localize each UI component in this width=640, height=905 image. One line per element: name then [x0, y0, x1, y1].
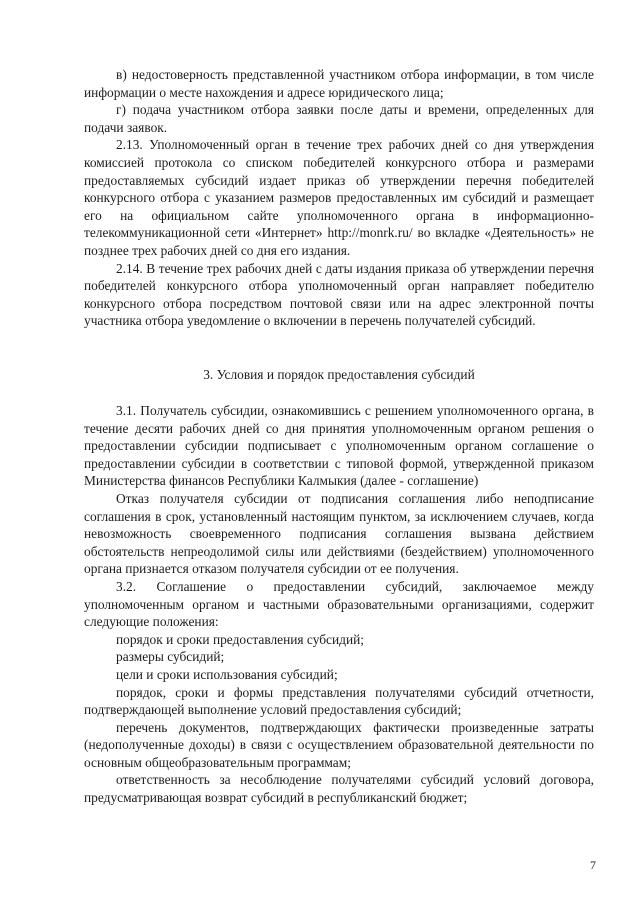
page-number: 7	[590, 858, 596, 872]
list-item-responsibility: ответственность за несоблюдение получателями субсидий условий договора, предусматривающая возврат субсидий в республиканский бюджет;	[84, 772, 594, 806]
paragraph-3-1: 3.1. Получатель субсидии, ознакомившись с решением уполномоченного органа, в течение десяти рабочих дней со дня принятия уполномоченным органом решения о предоставлении субсидии подписывает с уполномоченным органом соглашение о предоставлении субсидии в соответствии с типовой формой, утвержденной приказом Министерства финансов Республики Калмыкия (далее - соглашение)	[84, 403, 594, 489]
paragraph-3-2: 3.2. Соглашение о предоставлении субсидий, заключаемое между уполномоченным органом и частными образовательными организациями, содержит следующие положения:	[84, 578, 594, 630]
list-item-order-terms: порядок и сроки предоставления субсидий;	[116, 631, 365, 647]
list-item-sizes: размеры субсидий;	[116, 649, 225, 665]
list-item-documents: перечень документов, подтверждающих фактически произведенные затраты (недополученные доходы) в связи с осуществлением образовательной деятельности по основным общеобразовательным программам;	[84, 719, 594, 770]
paragraph-refusal: Отказ получателя субсидии от подписания соглашения либо неподписание соглашения в срок, установленный настоящим пунктом, за исключением случаев, когда невозможность своевременного подписания соглашения вызвана действием обстоятельств непреодолимой силы или действиями (бездействием) уполномоченного органа признается отказом получателя субсидии от ее получения.	[84, 490, 594, 577]
list-item-reporting: порядок, сроки и формы представления получателями субсидий отчетности, подтверждающей выполнение условий предоставления субсидий;	[84, 684, 594, 718]
paragraph-2-13: 2.13. Уполномоченный орган в течение трех рабочих дней со дня утверждения комиссией протокола со списком победителей конкурсного отбора и размерами предоставляемых субсидий издает приказ об утверждении перечня победителей конкурсного отбора с указанием размеров предоставленных им субсидий и размещает его на официальном сайте уполномоченного органа в информационно-телекоммуникационной сети «Интернет» http://monrk.ru/ во вкладке «Деятельность» не позднее трех рабочих дней со дня его издания.	[84, 137, 594, 258]
section-heading: 3. Условия и порядок предоставления субсидий	[203, 367, 475, 382]
paragraph-item-g: г) подача участником отбора заявки после даты и времени, определенных для подачи заявок.	[84, 102, 594, 135]
paragraph-item-v: в) недостоверность представленной участником отбора информации, в том числе информации о месте нахождения и адресе юридического лица;	[84, 67, 594, 100]
top-paragraphs	[84, 66, 594, 330]
section-paragraphs	[84, 402, 594, 807]
paragraph-2-14: 2.14. В течение трех рабочих дней с даты издания приказа об утверждении перечня победителей конкурсного отбора уполномоченный орган направляет победителю конкурсного отбора посредством почтовой связи или на адрес электронной почты участника отбора уведомление о включении в перечень получателей субсидий.	[84, 260, 594, 329]
list-item-purposes: цели и сроки использования субсидий;	[116, 666, 338, 682]
